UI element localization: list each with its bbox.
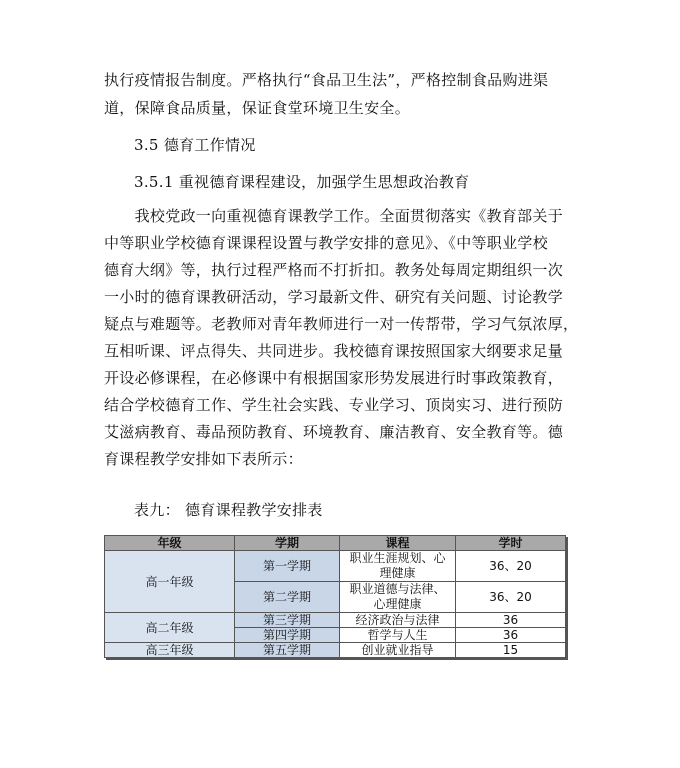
hours-cell: 36、20 (456, 582, 566, 613)
term-cell: 第一学期 (235, 551, 340, 582)
body-line-8: 结合学校德育工作、学生社会实践、专业学习、顶岗实习、进行预防 (104, 396, 564, 414)
moral-education-schedule-table (104, 535, 566, 658)
grade-cell: 高一年级 (105, 551, 235, 613)
body-line-10: 育课程教学安排如下表所示： (104, 450, 303, 468)
term-cell: 第二学期 (235, 582, 340, 613)
intro-line-1: 执行疫情报告制度。严格执行“食品卫生法”，严格控制食品购进渠 (104, 71, 549, 89)
header-course: 课程 (340, 536, 456, 551)
body-line-9: 艾滋病教育、毒品预防教育、环境教育、廉洁教育、安全教育等。德 (104, 423, 564, 441)
hours-cell: 36 (456, 613, 566, 628)
course-cell (340, 551, 456, 582)
course-text: 职业道德与法律、心理健康 (349, 582, 446, 611)
term-cell: 第四学期 (235, 628, 340, 643)
course-cell (340, 582, 456, 613)
body-line-4: 一小时的德育课教研活动，学习最新文件、研究有关问题、讨论教学 (104, 288, 564, 306)
course-cell: 哲学与人生 (340, 628, 456, 643)
body-line-7: 开设必修课程，在必修课中有根据国家形势发展进行时事政策教育， (104, 369, 564, 387)
course-cell: 经济政治与法律 (340, 613, 456, 628)
course-text: 职业生涯规划、心理健康 (349, 551, 446, 580)
body-line-3: 德育大纲》等，执行过程严格而不打折扣。教务处每周定期组织一次 (104, 261, 564, 279)
section-heading: 3.5 德育工作情况 (134, 136, 256, 154)
grade-cell: 高二年级 (105, 613, 235, 643)
term-cell: 第五学期 (235, 643, 340, 658)
table-header-row (105, 536, 566, 551)
table-row (105, 613, 566, 628)
body-line-5: 疑点与难题等。老教师对青年教师进行一对一传帮带，学习气氛浓厚， (104, 315, 579, 333)
hours-cell: 36 (456, 628, 566, 643)
table-row (105, 551, 566, 582)
grade-cell: 高三年级 (105, 643, 235, 658)
subsection-heading: 3.5.1 重视德育课程建设，加强学生思想政治教育 (134, 173, 470, 191)
hours-cell: 15 (456, 643, 566, 658)
body-line-6: 互相听课、评点得失、共同进步。我校德育课按照国家大纲要求足量 (104, 342, 564, 360)
body-line-2: 中等职业学校德育课课程设置与教学安排的意见》、《中等职业学校 (104, 234, 549, 252)
header-term: 学期 (235, 536, 340, 551)
header-hours: 学时 (456, 536, 566, 551)
header-grade: 年级 (105, 536, 235, 551)
hours-cell: 36、20 (456, 551, 566, 582)
table-caption: 表九： 德育课程教学安排表 (134, 501, 323, 519)
course-cell: 创业就业指导 (340, 643, 456, 658)
table-row (105, 643, 566, 658)
term-cell: 第三学期 (235, 613, 340, 628)
body-line-1: 我校党政一向重视德育课教学工作。全面贯彻落实《教育部关于 (104, 207, 564, 225)
intro-line-2: 道，保障食品质量，保证食堂环境卫生安全。 (104, 99, 411, 117)
